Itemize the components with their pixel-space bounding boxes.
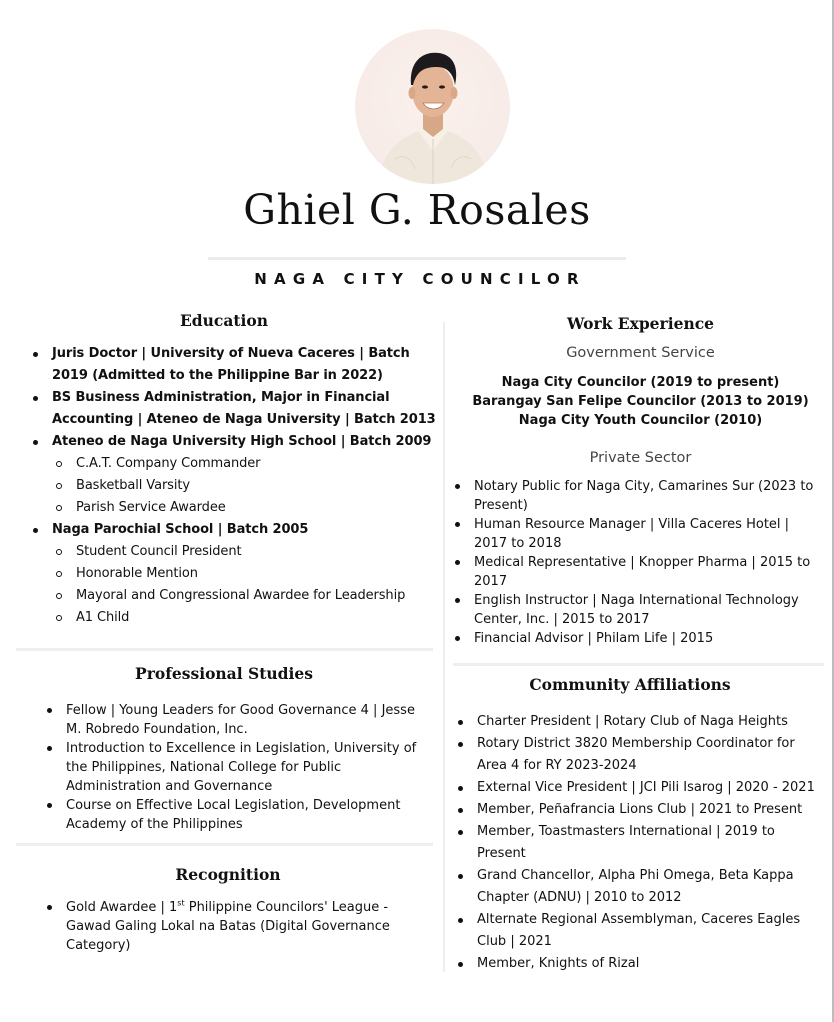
affiliation-item: Member, Peñafrancia Lions Club | 2021 to Present (455, 799, 815, 821)
professional-study-item: Introduction to Excellence in Legislation, University of the Philippines, National College for Public Administration and Governance (44, 739, 424, 796)
affiliation-item: External Vice President | JCI Pili Isarog | 2020 - 2021 (455, 777, 815, 799)
professional-study-item: Fellow | Young Leaders for Good Governance 4 | Jesse M. Robredo Foundation, Inc. (44, 701, 424, 739)
community-affiliations-heading: Community Affiliations (529, 675, 731, 694)
professional-studies-heading: Professional Studies (135, 664, 313, 683)
government-position: Naga City Youth Councilor (2010) (518, 413, 763, 428)
education-heading: Education (179, 311, 269, 330)
recognition-text-after: Philippine Councilors' League - Gawad Galing Lokal na Batas (Digital Governance Category) (66, 900, 390, 953)
private-sector-item: English Instructor | Naga International Technology Center, Inc. | 2015 to 2017 (452, 591, 817, 629)
work-experience-heading: Work Experience (566, 314, 715, 333)
recognition-heading: Recognition (175, 865, 281, 884)
affiliation-item: Member, Knights of Rizal (455, 953, 815, 975)
affiliation-item: Alternate Regional Assemblyman, Caceres Eagles Club | 2021 (455, 909, 815, 953)
affiliation-item: Member, Toastmasters International | 2019 to Present (455, 821, 815, 865)
recognition-item (44, 898, 414, 955)
portrait-illustration (355, 29, 510, 184)
private-sector-subheading: Private Sector (589, 450, 692, 466)
education-subitem: Honorable Mention (30, 563, 440, 585)
title-divider (208, 257, 626, 260)
column-divider (443, 322, 445, 972)
affiliation-item: Grand Chancellor, Alpha Phi Omega, Beta Kappa Chapter (ADNU) | 2010 to 2012 (455, 865, 815, 909)
recognition-list (44, 898, 414, 955)
government-position: Naga City Councilor (2019 to present) (501, 375, 780, 390)
professional-studies-list (44, 701, 424, 834)
recognition-text-before: Gold Awardee | 1 (66, 900, 178, 915)
job-title: NAGA CITY COUNCILOR (254, 270, 586, 288)
profile-photo (355, 29, 510, 184)
education-subitem: Basketball Varsity (30, 475, 440, 497)
private-sector-item: Medical Representative | Knopper Pharma | 2015 to 2017 (452, 553, 817, 591)
education-subitem: Parish Service Awardee (30, 497, 440, 519)
education-item: Naga Parochial School | Batch 2005 (30, 519, 440, 541)
education-item: Ateneo de Naga University High School | Batch 2009 (30, 431, 440, 453)
section-divider (16, 648, 433, 651)
education-subitem: Mayoral and Congressional Awardee for Leadership (30, 585, 440, 607)
community-affiliations-list (455, 711, 815, 975)
ordinal-superscript: st (177, 898, 185, 908)
education-item: Juris Doctor | University of Nueva Caceres | Batch 2019 (Admitted to the Philippine Bar in 2022) (30, 343, 440, 387)
private-sector-item: Notary Public for Naga City, Camarines Sur (2023 to Present) (452, 477, 817, 515)
education-item: BS Business Administration, Major in Financial Accounting | Ateneo de Naga University | Batch 2013 (30, 387, 440, 431)
affiliation-item: Charter President | Rotary Club of Naga Heights (455, 711, 815, 733)
private-sector-list (452, 477, 817, 648)
section-divider (453, 663, 824, 666)
education-subitem: A1 Child (30, 607, 440, 629)
education-list (30, 343, 440, 629)
section-divider (16, 843, 433, 846)
private-sector-item: Financial Advisor | Philam Life | 2015 (452, 629, 817, 648)
education-subitem: C.A.T. Company Commander (30, 453, 440, 475)
person-name: Ghiel G. Rosales (243, 186, 591, 234)
government-service-list (453, 373, 828, 430)
private-sector-item: Human Resource Manager | Villa Caceres Hotel | 2017 to 2018 (452, 515, 817, 553)
government-position: Barangay San Felipe Councilor (2013 to 2019) (472, 394, 809, 409)
education-subitem: Student Council President (30, 541, 440, 563)
affiliation-item: Rotary District 3820 Membership Coordinator for Area 4 for RY 2023-2024 (455, 733, 815, 777)
professional-study-item: Course on Effective Local Legislation, Development Academy of the Philippines (44, 796, 424, 834)
government-service-subheading: Government Service (566, 345, 715, 361)
